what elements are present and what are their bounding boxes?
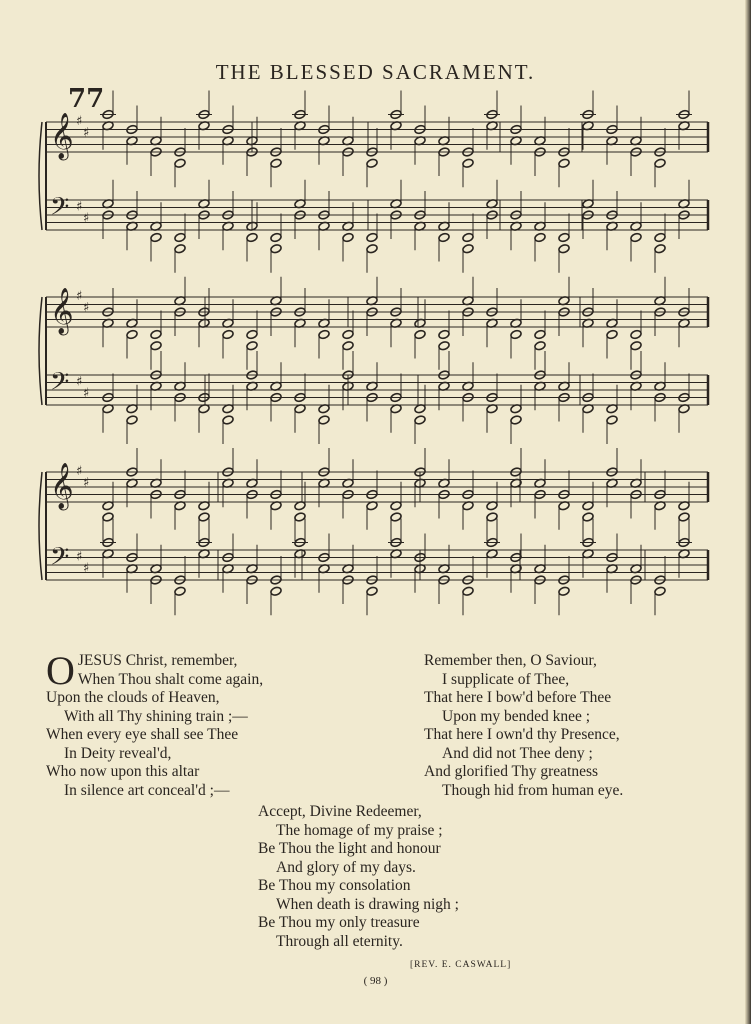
note-head [126, 329, 138, 339]
note-head [654, 586, 666, 596]
note-head [558, 232, 570, 242]
note-head [510, 329, 522, 339]
sharp-sign-icon: ♯ [83, 210, 90, 226]
sharp-sign-icon: ♯ [76, 199, 83, 215]
note-head [342, 232, 354, 242]
note-head [366, 158, 378, 168]
note-head [462, 158, 474, 168]
note-head [630, 232, 642, 242]
sharp-sign-icon: ♯ [76, 289, 83, 304]
note-head [294, 512, 306, 522]
note-head [510, 415, 522, 425]
sharp-sign-icon: ♯ [83, 125, 90, 141]
verse-line: That here I own'd thy Presence, [424, 726, 620, 743]
sharp-sign-icon: ♯ [76, 464, 83, 479]
note-head [342, 329, 354, 339]
note-head [438, 341, 450, 351]
bass-clef-icon: 𝄢 [50, 367, 70, 403]
verse-line: Be Thou my only treasure [258, 914, 420, 931]
verse-line: Remember then, O Saviour, [424, 652, 597, 669]
note-head [534, 341, 546, 351]
brace-curve [39, 472, 42, 580]
verse-line: Be Thou my consolation [258, 877, 411, 894]
note-head [246, 341, 258, 351]
note-head [486, 512, 498, 522]
note-head [462, 232, 474, 242]
sharp-sign-icon: ♯ [83, 560, 90, 576]
verse-1 [46, 648, 376, 800]
verse-line: In Deity reveal'd, [64, 744, 172, 762]
verse-3 [258, 803, 578, 951]
sharp-sign-icon: ♯ [76, 114, 83, 129]
note-head [558, 244, 570, 254]
verse-line: And did not Thee deny ; [442, 744, 593, 762]
verse-line: Upon the clouds of Heaven, [46, 689, 220, 706]
verse-line: Though hid from human eye. [442, 781, 624, 799]
brace-curve [39, 122, 42, 230]
sharp-sign-icon: ♯ [83, 385, 90, 401]
note-head [198, 512, 210, 522]
note-head [222, 329, 234, 339]
note-head [630, 341, 642, 351]
note-head [438, 232, 450, 242]
note-head [174, 232, 186, 242]
note-head [102, 512, 114, 522]
brace-curve [39, 297, 42, 405]
note-head [222, 415, 234, 425]
verse-line: That here I bow'd before Thee [424, 689, 612, 706]
bass-clef-icon: 𝄢 [50, 192, 70, 228]
note-head [390, 512, 402, 522]
note-head [462, 586, 474, 596]
note-head [150, 232, 162, 242]
verse-line: And glory of my days. [276, 858, 416, 876]
note-head [438, 329, 450, 339]
sharp-sign-icon: ♯ [76, 374, 83, 390]
verse-line: Through all eternity. [276, 932, 403, 950]
note-head [630, 329, 642, 339]
verse-line: I supplicate of Thee, [442, 670, 570, 688]
note-head [558, 158, 570, 168]
note-head [318, 415, 330, 425]
note-head [582, 512, 594, 522]
bass-clef-icon: 𝄢 [50, 542, 70, 578]
note-head [174, 244, 186, 254]
treble-clef-icon: 𝄞 [50, 288, 74, 334]
note-head [366, 232, 378, 242]
note-head [270, 158, 282, 168]
note-head [246, 329, 258, 339]
note-head [174, 586, 186, 596]
treble-clef-icon: 𝄞 [50, 113, 74, 159]
note-head [534, 329, 546, 339]
verse-line: Who now upon this altar [46, 763, 200, 780]
verse-line: And glorified Thy greatness [424, 763, 599, 780]
verse-line: Accept, Divine Redeemer, [258, 803, 422, 820]
verse-line: Be Thou the light and honour [258, 840, 441, 857]
verse-line: With all Thy shining train ;— [64, 707, 248, 725]
note-head [318, 329, 330, 339]
note-head [270, 232, 282, 242]
sharp-sign-icon: ♯ [83, 475, 90, 491]
note-head [174, 158, 186, 168]
note-head [654, 244, 666, 254]
hymn-number: 77 [68, 84, 105, 114]
drop-cap-letter: O [46, 648, 75, 693]
note-head [534, 232, 546, 242]
verse-line: When every eye shall see Thee [46, 726, 239, 743]
verse-line: When death is drawing nigh ; [276, 895, 459, 913]
note-head [366, 244, 378, 254]
note-head [654, 158, 666, 168]
note-head [462, 244, 474, 254]
page-title: THE BLESSED SACRAMENT. [215, 60, 536, 84]
note-head [366, 586, 378, 596]
verse-2 [424, 652, 724, 800]
treble-clef-icon: 𝄞 [50, 463, 74, 509]
note-head [606, 329, 618, 339]
verse-line: When Thou shalt come again, [77, 670, 264, 688]
note-head [414, 329, 426, 339]
note-head [150, 341, 162, 351]
verse-line: The homage of my praise ; [276, 821, 443, 839]
note-head [270, 244, 282, 254]
verse-1-first-line: JESUS Christ, remember, [77, 652, 238, 669]
note-head [414, 415, 426, 425]
note-head [126, 415, 138, 425]
sharp-sign-icon: ♯ [76, 549, 83, 565]
page-number: ( 98 ) [363, 975, 388, 987]
note-head [558, 586, 570, 596]
note-head [678, 512, 690, 522]
note-head [150, 329, 162, 339]
note-head [342, 341, 354, 351]
verse-line: In silence art conceal'd ;— [64, 781, 230, 799]
author-attribution: [REV. E. CASWALL] [410, 960, 512, 970]
note-head [246, 232, 258, 242]
note-head [654, 232, 666, 242]
verse-line: Upon my bended knee ; [442, 707, 591, 725]
note-head [606, 415, 618, 425]
sharp-sign-icon: ♯ [83, 300, 90, 316]
note-head [270, 586, 282, 596]
